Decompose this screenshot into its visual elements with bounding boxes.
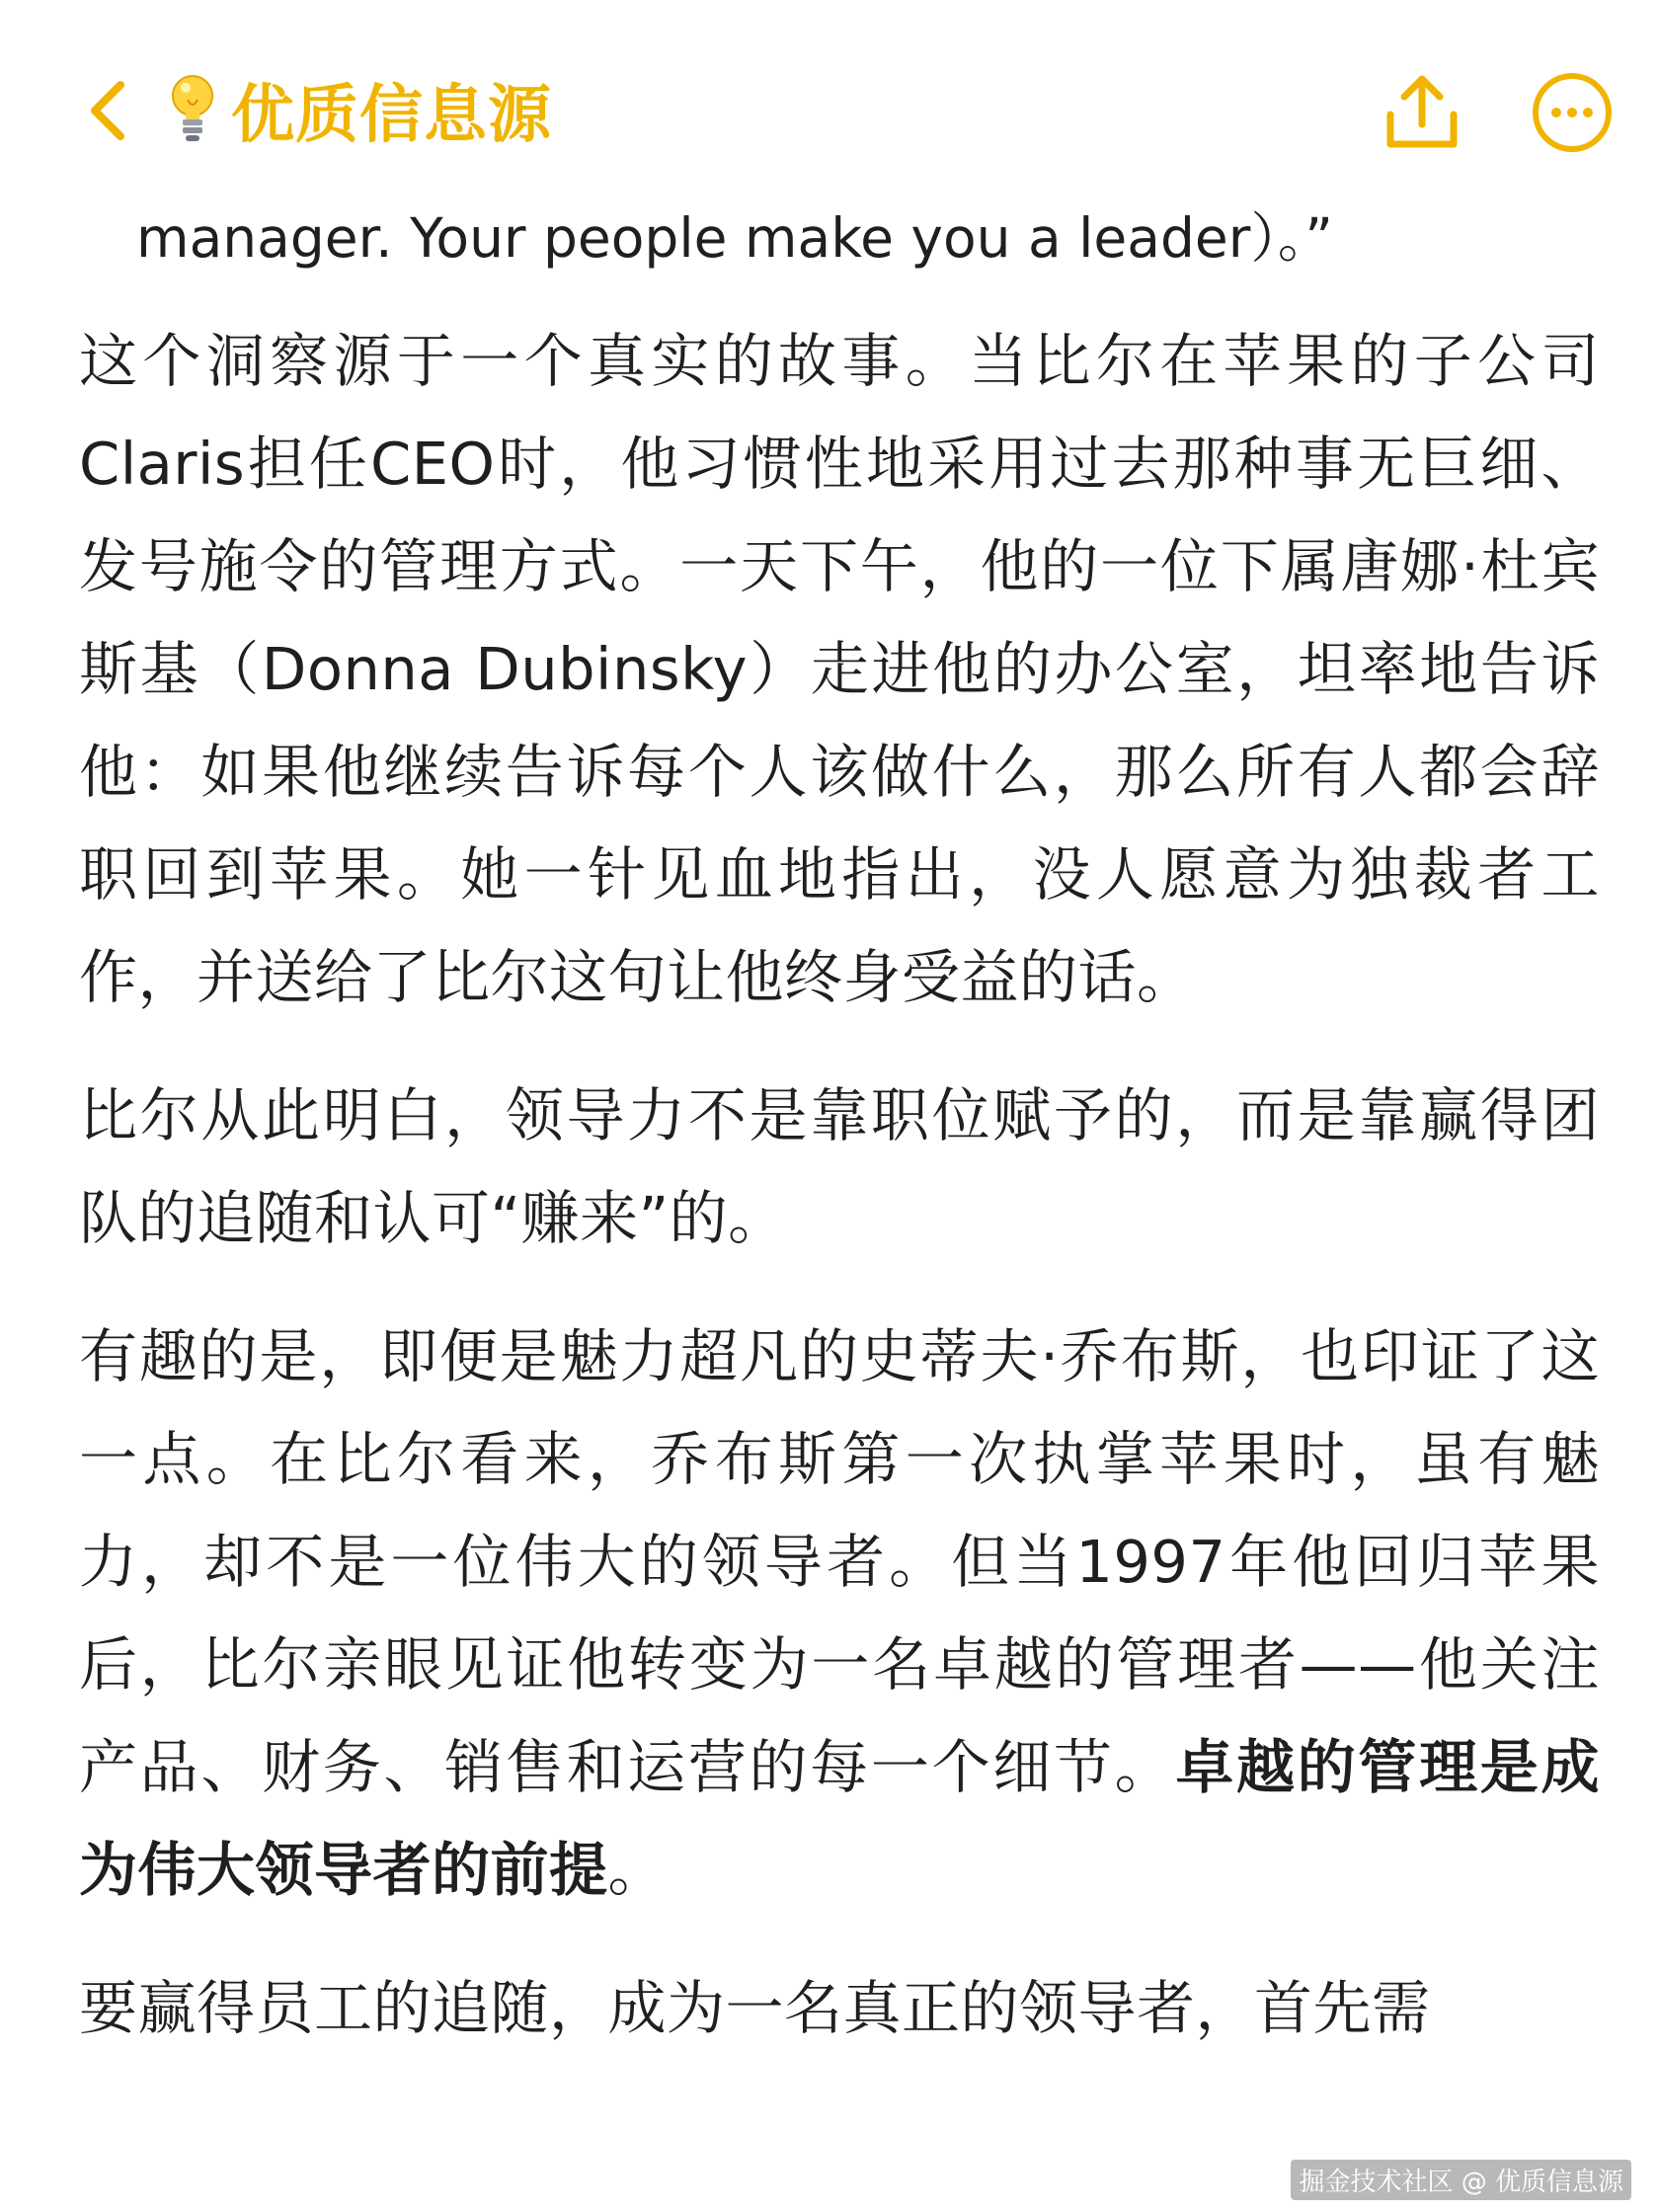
- lightbulb-icon: [168, 70, 217, 149]
- top-bar: [0, 0, 1659, 207]
- paragraph-4: 要赢得员工的追随，成为一名真正的领导者，首先需: [79, 1974, 1431, 2042]
- back-button[interactable]: [79, 71, 138, 150]
- quote-tail-text: manager. Your people make you a leader）。”: [136, 206, 1333, 270]
- more-button[interactable]: [1531, 71, 1614, 154]
- paragraph-2: 比尔从此明白，领导力不是靠职位赋予的，而是靠赢得团队的追随和认可“赚来”的。: [79, 1081, 1600, 1252]
- header-title-group: [168, 65, 552, 154]
- more-icon: [1531, 71, 1614, 154]
- paragraph-3: [79, 1305, 1600, 1922]
- paragraph-3-end: 。: [607, 1836, 668, 1904]
- share-icon: [1381, 71, 1463, 154]
- paragraph-1: 这个洞察源于一个真实的故事。当比尔在苹果的子公司Claris担任CEO时，他习惯性地采用过去那种事无巨细、发号施令的管理方式。一天下午，他的一位下属唐娜·杜宾斯基（Donna Dubinsky）走进他的办公室，坦率地告诉他：如果他继续告诉每个人该做什么，那么所有人都会辞职回到苹果。她一针见血地指出，没人愿意为独裁者工作，并送给了比尔这句让他终身受益的话。: [79, 327, 1600, 1011]
- paragraph-3-bold: 卓越的管理是成为伟大领导者的前提: [79, 1733, 1600, 1904]
- watermark: 掘金技术社区 @ 优质信息源: [1291, 2160, 1631, 2200]
- share-button[interactable]: [1381, 71, 1463, 154]
- page-title: 优质信息源: [231, 79, 552, 152]
- paragraph-3-text: 有趣的是，即便是魅力超凡的史蒂夫·乔布斯，也印证了这一点。在比尔看来，乔布斯第一次执掌苹果时，虽有魅力，却不是一位伟大的领导者。但当1997年他回归苹果后，比尔亲眼见证他转变为一名卓越的管理者——他关注产品、财务、销售和运营的每一个细节。: [79, 1322, 1600, 1801]
- article-content: [79, 198, 1600, 2095]
- chevron-left-icon: [87, 79, 130, 142]
